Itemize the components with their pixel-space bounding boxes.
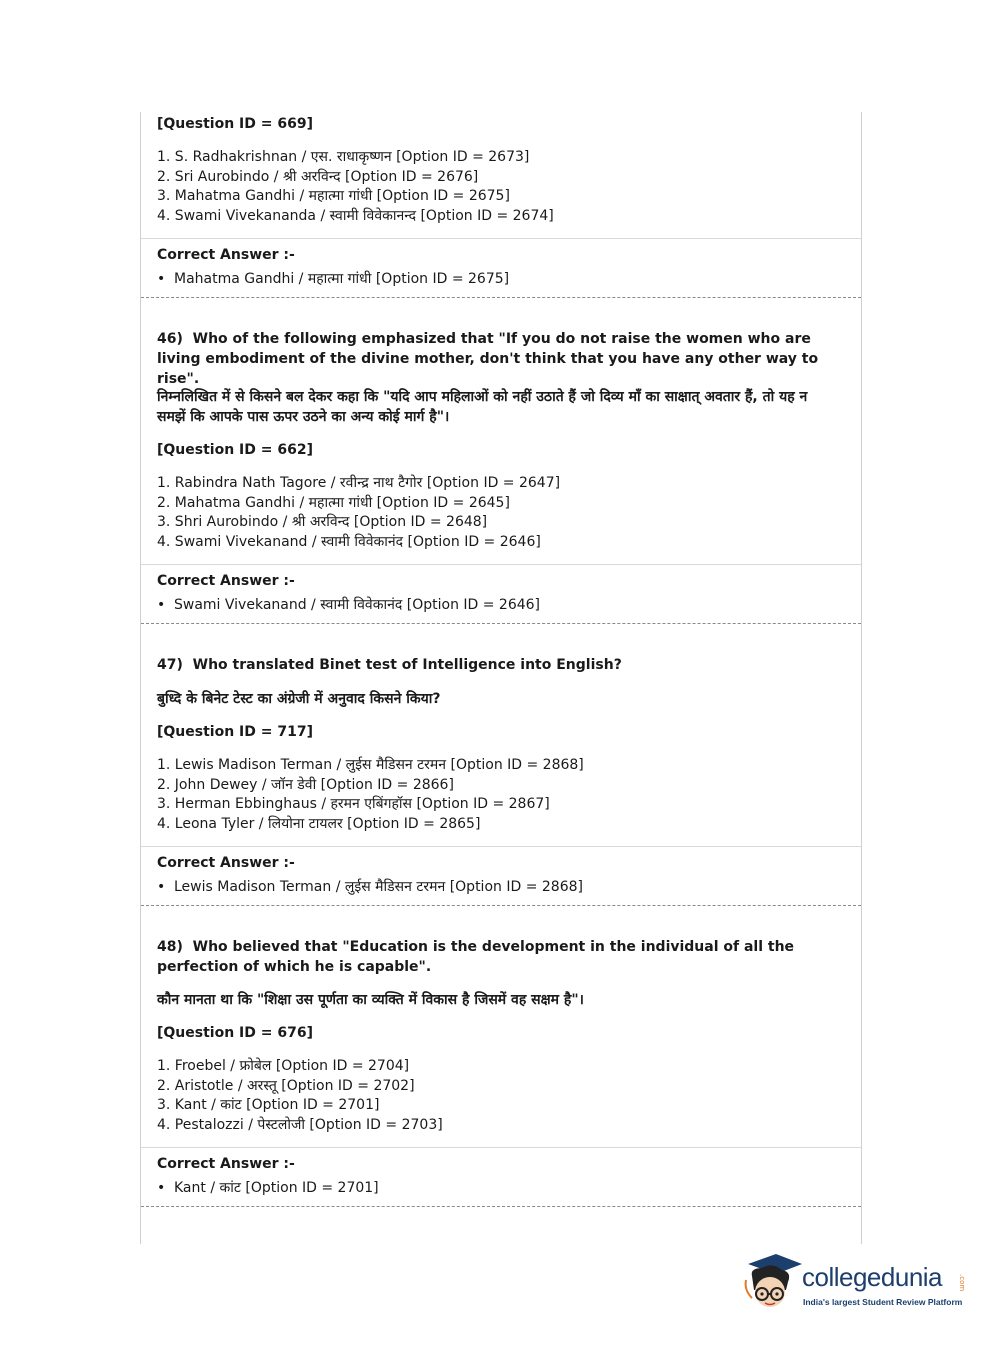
- brand-dotcom: .com: [958, 1274, 966, 1292]
- divider: [141, 1147, 861, 1148]
- collegedunia-logo: [742, 1248, 972, 1314]
- question-text: Who translated Binet test of Intelligence into English?: [192, 657, 622, 673]
- divider: [141, 564, 861, 565]
- option-item: 2. Mahatma Gandhi / महात्मा गांधी [Option ID = 2645]: [157, 494, 510, 511]
- correct-answer: [157, 877, 583, 896]
- correct-answer: [157, 1178, 379, 1197]
- option-item: 4. Swami Vivekananda / स्वामी विवेकानन्द [Option ID = 2674]: [157, 207, 554, 224]
- brand-name: collegedunia: [802, 1262, 943, 1292]
- correct-answer-label: Correct Answer :-: [157, 247, 295, 263]
- option-item: 3. Mahatma Gandhi / महात्मा गांधी [Option ID = 2675]: [157, 188, 510, 204]
- option-item: 1. Lewis Madison Terman / लुईस मैडिसन टरमन [Option ID = 2868]: [157, 757, 584, 773]
- bullet-icon: •: [157, 1180, 166, 1196]
- option-item: 3. Kant / कांट [Option ID = 2701]: [157, 1097, 380, 1113]
- option-item: 2. John Dewey / जॉन डेवी [Option ID = 2866]: [157, 776, 454, 793]
- question-number: 47): [157, 657, 183, 673]
- question-text-hi: बुध्दि के बिनेट टेस्ट का अंग्रेजी में अनुवाद किसने किया?: [157, 691, 441, 707]
- option-item: 4. Pestalozzi / पेस्टलोजी [Option ID = 2703]: [157, 1116, 443, 1133]
- option-item: 3. Shri Aurobindo / श्री अरविन्द [Option ID = 2648]: [157, 514, 488, 530]
- question-text-hi: कौन मानता था कि "शिक्षा उस पूर्णता का व्यक्ति में विकास है जिसमें वह सक्षम है"।: [157, 992, 584, 1008]
- question-paper-page: [140, 112, 862, 1244]
- question-text-hi: निम्नलिखित में से किसने बल देकर कहा कि "यदि आप महिलाओं को नहीं उठाते हैं जो दिव्य माँ का साक्षात् अवतार हैं, तो यह न समझें कि आपके पास ऊपर उठने का अन्य कोई मार्ग है"।: [157, 389, 808, 425]
- question-separator: [141, 1206, 861, 1207]
- question-text: Who believed that "Education is the development in the individual of all the perfection of which he is capable".: [157, 939, 795, 975]
- question-separator: [141, 623, 861, 624]
- option-item: 2. Sri Aurobindo / श्री अरविन्द [Option ID = 2676]: [157, 168, 479, 185]
- correct-answer: [157, 595, 540, 614]
- option-item: 2. Aristotle / अरस्तू [Option ID = 2702]: [157, 1077, 415, 1094]
- correct-answer-label: Correct Answer :-: [157, 855, 295, 871]
- question-number: 48): [157, 939, 183, 955]
- bullet-icon: •: [157, 597, 166, 613]
- question-id: [Question ID = 662]: [157, 442, 313, 458]
- correct-answer-text: Lewis Madison Terman / लुईस मैडिसन टरमन [Option ID = 2868]: [174, 879, 583, 895]
- option-item: 4. Swami Vivekanand / स्वामी विवेकानंद [Option ID = 2646]: [157, 533, 541, 550]
- mascot-icon: [742, 1250, 804, 1312]
- option-item: 1. Froebel / फ्रोबेल [Option ID = 2704]: [157, 1058, 410, 1074]
- option-item: 4. Leona Tyler / लियोना टायलर [Option ID = 2865]: [157, 815, 481, 832]
- question-id: [Question ID = 676]: [157, 1025, 313, 1041]
- brand-tagline: India's largest Student Review Platform: [803, 1297, 963, 1307]
- correct-answer-text: Mahatma Gandhi / महात्मा गांधी [Option ID = 2675]: [174, 271, 510, 287]
- bullet-icon: •: [157, 879, 166, 895]
- question-text-en: [157, 655, 837, 675]
- question-separator: [141, 905, 861, 906]
- question-id: [Question ID = 669]: [157, 116, 313, 132]
- correct-answer-label: Correct Answer :-: [157, 1156, 295, 1172]
- correct-answer-text: Swami Vivekanand / स्वामी विवेकानंद [Option ID = 2646]: [174, 597, 541, 613]
- bullet-icon: •: [157, 271, 166, 287]
- correct-answer-label: Correct Answer :-: [157, 573, 295, 589]
- correct-answer: [157, 269, 509, 288]
- question-separator: [141, 297, 861, 298]
- divider: [141, 846, 861, 847]
- question-id: [Question ID = 717]: [157, 724, 313, 740]
- question-number: 46): [157, 331, 183, 347]
- correct-answer-text: Kant / कांट [Option ID = 2701]: [174, 1180, 379, 1196]
- question-text-en: [157, 937, 837, 977]
- option-item: 1. Rabindra Nath Tagore / रवीन्द्र नाथ टैगोर [Option ID = 2647]: [157, 475, 561, 491]
- option-item: 1. S. Radhakrishnan / एस. राधाकृष्णन [Option ID = 2673]: [157, 149, 530, 165]
- option-item: 3. Herman Ebbinghaus / हरमन एबिंगहॉस [Option ID = 2867]: [157, 796, 550, 812]
- question-text: Who of the following emphasized that "If you do not raise the women who are living embodiment of the divine mother, don't think that you have any other way to rise".: [157, 331, 819, 387]
- divider: [141, 238, 861, 239]
- question-text-en: [157, 329, 837, 389]
